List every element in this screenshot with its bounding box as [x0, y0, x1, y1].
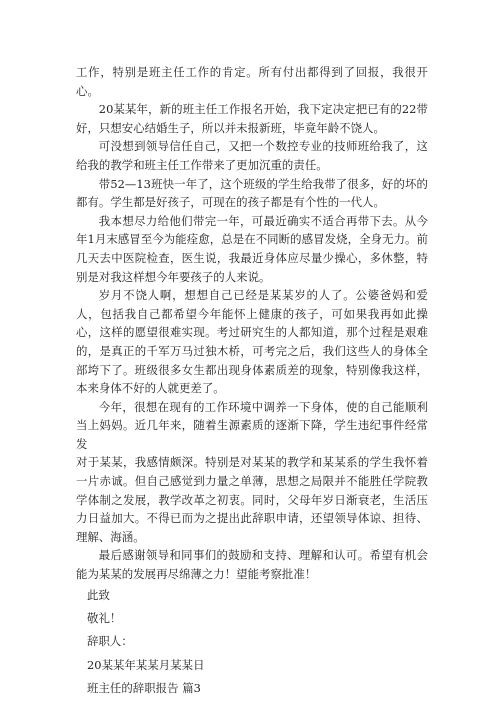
paragraph-3: 可没想到领导信任自己，又把一个数控专业的技师班给我了，这给我的教学和班主任工作带来了更加沉重的责任。: [76, 139, 428, 172]
paragraph-1: 工作，特别是班主任工作的肯定。所有付出都得到了回报，我很开心。: [76, 65, 428, 98]
paragraph-7: 今年，很想在现有的工作环境中调养一下身体，使的自己能顺利当上妈妈。近几年来，随着生源素质的逐渐下降，学生违纪事件经常发: [76, 399, 428, 451]
salute-line-2: 敬礼！: [87, 611, 122, 626]
salute-line-1: 此致: [87, 587, 110, 602]
document-body: [76, 63, 428, 701]
signature-date: 20某某年某某月某某日: [87, 657, 205, 672]
paragraph-6: 岁月不饶人啊，想想自己已经是某某岁的人了。公婆爸妈和爱人，包括我自己都希望今年能怀上健康的孩子，可如果我再如此操心，这样的愿望很难实现。考过研究生的人都知道，那个过程是艰难的，是真正的千军万马过独木桥，可考完之后，我们这些人的身体全部垮下了。班级很多女生都出现身体素质差的现象，特别像我这样，本来身体不好的人就更差了。: [76, 288, 428, 396]
paragraph-9: 最后感谢领导和同事们的鼓励和支持、理解和认可。希望有机会能为某某的发展再尽绵薄之力！望能考察批准！: [76, 548, 428, 582]
paragraph-2: 20某某年，新的班主任工作报名开始，我下定决定把已有的22带好，只想安心结婚生子，所以并未报新班，毕竟年龄不饶人。: [76, 102, 428, 135]
paragraph-8: 对于某某，我感情颇深。特别是对某某的教学和某某系的学生我怀着一片赤诚。但自己感觉到力量之单薄，思想之局限并不能胜任学院教学体制之发展，教学改革之初衷。同时，父母年岁日渐衰老，生活压力日益加大。不得已而为之提出此辞职申请，还望领导体谅、担待、理解、海涵。: [76, 455, 428, 544]
next-section-title: 班主任的辞职报告 篇3: [87, 681, 201, 696]
paragraph-4: 带52—13班快一年了，这个班级的学生给我带了很多，好的坏的都有。学生都是好孩子，可现在的孩子都是有个性的一代人。: [76, 176, 428, 210]
paragraph-5: 我本想尽力给他们带完一年，可最近确实不适合再带下去。从今年1月末感冒至今为能痊愈，总是在不同断的感冒发烧，全身无力。前几天去中医院检查，医生说，我最近身体应尽量少操心，多休整，特别是对我这样想今年要孩子的人来说。: [76, 213, 428, 284]
signer-label: 辞职人：: [87, 634, 133, 649]
